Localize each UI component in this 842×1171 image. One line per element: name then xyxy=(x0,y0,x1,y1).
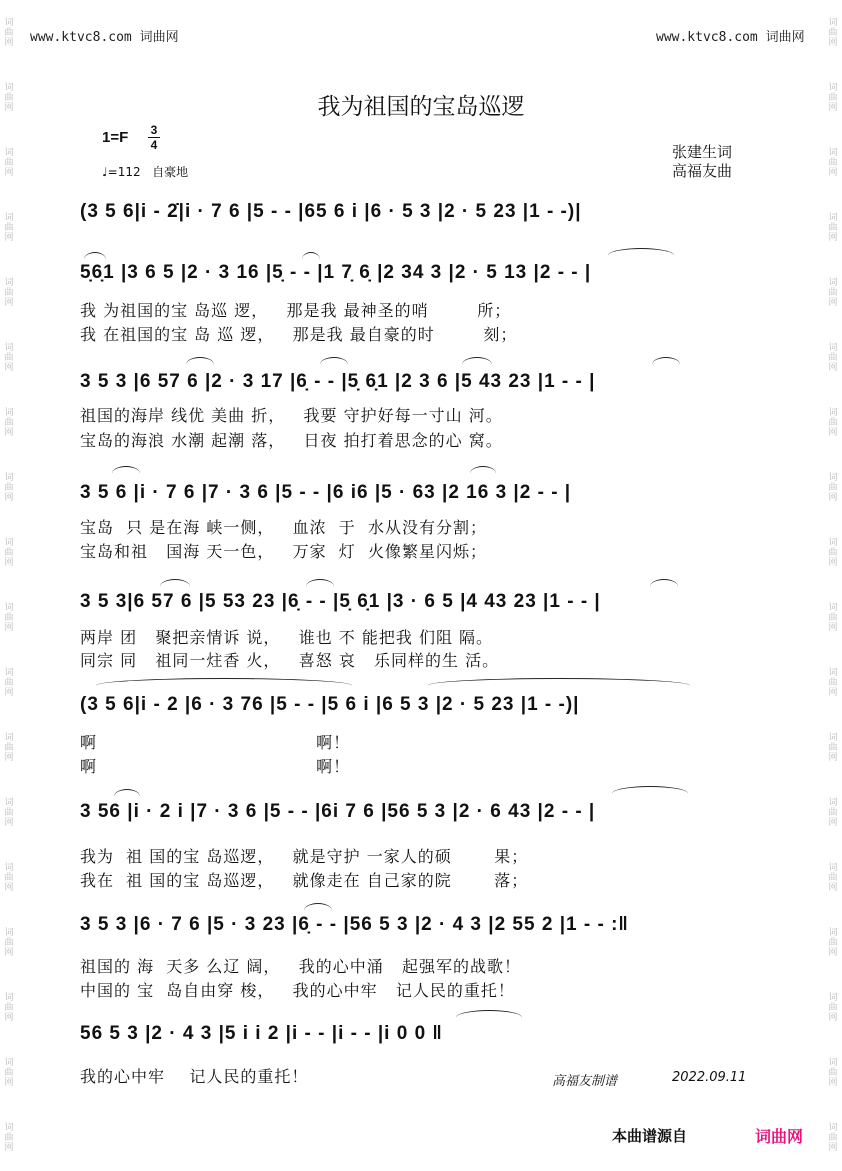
watermark-char: 词 xyxy=(4,537,14,548)
watermark-char: 词 xyxy=(4,1058,14,1069)
watermark-char: 词 xyxy=(828,1058,838,1069)
notation-line-6: (3 5 6|i - 2 |6 · 3 76 |5 - - |5 6 i |6 5 3 |2 · 5 23 |1 - -)| xyxy=(80,694,580,715)
watermark-char: 词 xyxy=(828,147,838,158)
watermark-char: 曲 xyxy=(4,612,14,623)
watermark-char: 曲 xyxy=(828,677,838,688)
watermark-char: 曲 xyxy=(4,743,14,754)
watermark-group xyxy=(828,928,837,958)
watermark-char: 曲 xyxy=(4,157,14,168)
watermark-char: 曲 xyxy=(4,808,14,819)
watermark-char: 词 xyxy=(4,798,14,809)
notation-line-3: 3 5 3 |6 57 6 |2 · 3 17 |6̣ - - |5̣ 6̣1 |2 3 6 |5 43 23 |1 - - | xyxy=(80,371,596,392)
watermark-char: 词 xyxy=(828,537,838,548)
watermark-char: 网 xyxy=(4,492,14,503)
watermark-char: 词 xyxy=(828,407,838,418)
watermark-group xyxy=(4,928,13,958)
watermark-char: 网 xyxy=(4,753,14,764)
watermark-char: 曲 xyxy=(828,27,838,38)
watermark-char: 曲 xyxy=(828,873,838,884)
key-signature: 1=F xyxy=(102,129,129,146)
watermark-char: 网 xyxy=(828,818,838,829)
watermark-char: 词 xyxy=(4,733,14,744)
watermark-char: 网 xyxy=(828,1078,838,1089)
watermark-char: 词 xyxy=(4,993,14,1004)
watermark-char: 曲 xyxy=(828,352,838,363)
watermark-right xyxy=(826,0,840,1171)
watermark-char: 词 xyxy=(4,82,14,93)
watermark-left xyxy=(2,0,16,1171)
watermark-group xyxy=(828,473,837,503)
watermark-char: 曲 xyxy=(828,482,838,493)
time-bottom: 4 xyxy=(150,138,158,152)
watermark-char: 曲 xyxy=(4,417,14,428)
watermark-char: 网 xyxy=(4,1143,14,1154)
watermark-group xyxy=(828,18,837,48)
watermark-char: 网 xyxy=(4,883,14,894)
watermark-group xyxy=(4,993,13,1023)
lyric-line-4b: 宝岛和祖 国海 天一色， 万家 灯 火像繁星闪烁； xyxy=(80,542,487,561)
watermark-group xyxy=(4,213,13,243)
watermark-group xyxy=(828,1123,837,1153)
watermark-group xyxy=(828,408,837,438)
watermark-group xyxy=(4,538,13,568)
watermark-char: 词 xyxy=(828,342,838,353)
watermark-group xyxy=(828,798,837,828)
watermark-char: 网 xyxy=(828,102,838,113)
watermark-char: 网 xyxy=(828,753,838,764)
watermark-group xyxy=(4,343,13,373)
lyric-line-6a: 啊 啊！ xyxy=(80,733,351,752)
watermark-char: 网 xyxy=(4,557,14,568)
watermark-char: 词 xyxy=(828,733,838,744)
lyric-line-4a: 宝岛 只 是在海 峡一侧， 血浓 于 水从没有分割； xyxy=(80,518,487,537)
watermark-group xyxy=(828,863,837,893)
watermark-char: 曲 xyxy=(828,808,838,819)
time-top: 3 xyxy=(150,123,158,137)
watermark-group xyxy=(828,993,837,1023)
watermark-group xyxy=(828,538,837,568)
watermark-group xyxy=(4,18,13,48)
watermark-char: 词 xyxy=(828,17,838,28)
watermark-char: 网 xyxy=(828,167,838,178)
watermark-char: 网 xyxy=(4,167,14,178)
watermark-char: 词 xyxy=(4,602,14,613)
watermark-char: 网 xyxy=(828,687,838,698)
lyricist-credit: 张建生词 xyxy=(672,143,733,161)
brand-link[interactable]: 词曲网 xyxy=(755,1127,804,1146)
watermark-char: 词 xyxy=(828,928,838,939)
lyric-line-7b: 我在 祖 国的宝 岛巡逻， 就像走在 自己家的院 落； xyxy=(80,871,529,890)
watermark-char: 曲 xyxy=(828,938,838,949)
watermark-group xyxy=(828,213,837,243)
watermark-char: 网 xyxy=(4,818,14,829)
watermark-group xyxy=(4,603,13,633)
watermark-char: 词 xyxy=(828,82,838,93)
watermark-char: 网 xyxy=(4,362,14,373)
watermark-char: 网 xyxy=(828,37,838,48)
song-title: 我为祖国的宝岛巡逻 xyxy=(317,94,525,120)
watermark-char: 曲 xyxy=(4,547,14,558)
watermark-char: 网 xyxy=(4,297,14,308)
lyric-line-3a: 祖国的海岸 线优 美曲 折， 我要 守护好每一寸山 河。 xyxy=(80,406,503,425)
notation-line-1: (3 5 6|i - 2̇|i · 7 6 |5 - - |65 6 i |6 · 5 3 |2 · 5 23 |1 - -)| xyxy=(80,201,582,222)
watermark-char: 曲 xyxy=(4,352,14,363)
watermark-char: 网 xyxy=(828,427,838,438)
watermark-char: 网 xyxy=(828,1013,838,1024)
watermark-group xyxy=(4,473,13,503)
watermark-char: 曲 xyxy=(4,287,14,298)
arranger-credit: 高福友制谱 xyxy=(552,1074,618,1089)
watermark-char: 词 xyxy=(828,472,838,483)
watermark-char: 词 xyxy=(828,667,838,678)
site-url-right[interactable]: www.ktvc8.com 词曲网 xyxy=(656,30,805,45)
lyric-line-8b: 中国的 宝 岛自由穿 梭， 我的心中牢 记人民的重托！ xyxy=(80,981,515,1000)
watermark-char: 词 xyxy=(4,863,14,874)
watermark-group xyxy=(828,733,837,763)
watermark-group xyxy=(828,668,837,698)
watermark-char: 网 xyxy=(828,948,838,959)
watermark-char: 词 xyxy=(828,1123,838,1134)
watermark-char: 网 xyxy=(4,232,14,243)
watermark-group xyxy=(828,148,837,178)
lyric-line-2b: 我 在祖国的宝 岛 巡 逻， 那是我 最自豪的时 刻； xyxy=(80,325,518,344)
watermark-char: 词 xyxy=(4,928,14,939)
arrangement-date: 2022.09.11 xyxy=(672,1070,747,1085)
watermark-char: 网 xyxy=(828,557,838,568)
watermark-char: 网 xyxy=(4,1013,14,1024)
watermark-group xyxy=(4,408,13,438)
tempo-marking: ♩=112 自豪地 xyxy=(102,165,189,179)
watermark-char: 网 xyxy=(828,883,838,894)
watermark-char: 词 xyxy=(828,993,838,1004)
watermark-char: 词 xyxy=(4,212,14,223)
lyric-line-8a: 祖国的 海 天多 么辽 阔， 我的心中涌 起强军的战歌！ xyxy=(80,957,521,976)
watermark-group xyxy=(4,1123,13,1153)
notation-line-2: 5̣6̣1 |3 6 5 |2 · 3 16 |5̣ - - |1 7̣ 6̣ |2 34 3 |2 · 5 13 |2 - - | xyxy=(80,262,592,283)
watermark-char: 曲 xyxy=(828,547,838,558)
watermark-char: 词 xyxy=(828,277,838,288)
watermark-char: 曲 xyxy=(828,157,838,168)
watermark-char: 词 xyxy=(4,277,14,288)
notation-line-9: 56 5 3 |2 · 4 3 |5 i i 2 |i - - |i - - |i 0 0 ‖ xyxy=(80,1023,443,1044)
watermark-char: 曲 xyxy=(4,92,14,103)
watermark-char: 曲 xyxy=(828,417,838,428)
watermark-char: 网 xyxy=(828,1143,838,1154)
notation-line-8: 3 5 3 |6 · 7 6 |5 · 3 23 |6̣ - - |56 5 3 |2 · 4 3 |2 55 2 |1 - - :‖ xyxy=(80,914,629,935)
watermark-char: 网 xyxy=(828,232,838,243)
watermark-group xyxy=(4,733,13,763)
lyric-line-2a: 我 为祖国的宝 岛巡 逻， 那是我 最神圣的哨 所； xyxy=(80,301,512,320)
watermark-char: 曲 xyxy=(828,1003,838,1014)
watermark-char: 曲 xyxy=(828,743,838,754)
watermark-char: 网 xyxy=(828,622,838,633)
watermark-group xyxy=(4,668,13,698)
watermark-char: 网 xyxy=(4,427,14,438)
watermark-char: 网 xyxy=(4,37,14,48)
watermark-char: 曲 xyxy=(828,287,838,298)
watermark-char: 曲 xyxy=(828,1068,838,1079)
watermark-char: 曲 xyxy=(4,1133,14,1144)
watermark-char: 词 xyxy=(4,17,14,28)
watermark-char: 曲 xyxy=(4,27,14,38)
notation-line-4: 3 5 6 |i · 7 6 |7 · 3 6 |5 - - |6 i6 |5 · 63 |2 16 3 |2 - - | xyxy=(80,482,572,503)
watermark-group xyxy=(828,278,837,308)
watermark-char: 网 xyxy=(828,492,838,503)
lyric-line-7a: 我为 祖 国的宝 岛巡逻， 就是守护 一家人的硕 果； xyxy=(80,847,529,866)
watermark-char: 曲 xyxy=(4,1003,14,1014)
site-url-left[interactable]: www.ktvc8.com 词曲网 xyxy=(30,30,179,45)
watermark-char: 词 xyxy=(828,602,838,613)
watermark-group xyxy=(4,148,13,178)
watermark-char: 词 xyxy=(828,863,838,874)
notation-line-7: 3 56 |i · 2 i |7 · 3 6 |5 - - |6i 7 6 |56 5 3 |2 · 6 43 |2 - - | xyxy=(80,801,596,822)
lyric-line-5a: 两岸 团 聚把亲情诉 说， 谁也 不 能把我 们阻 隔。 xyxy=(80,628,494,647)
watermark-char: 网 xyxy=(828,362,838,373)
watermark-char: 曲 xyxy=(828,92,838,103)
watermark-char: 词 xyxy=(4,407,14,418)
watermark-char: 词 xyxy=(828,212,838,223)
lyric-line-5b: 同宗 同 祖同一炷香 火， 喜怒 哀 乐同样的生 活。 xyxy=(80,651,500,670)
watermark-group xyxy=(828,603,837,633)
watermark-char: 词 xyxy=(4,147,14,158)
composer-credit: 高福友曲 xyxy=(672,162,733,180)
watermark-char: 曲 xyxy=(4,938,14,949)
watermark-char: 词 xyxy=(4,342,14,353)
watermark-group xyxy=(4,863,13,893)
watermark-char: 词 xyxy=(4,1123,14,1134)
watermark-char: 网 xyxy=(4,1078,14,1089)
watermark-group xyxy=(4,798,13,828)
watermark-char: 网 xyxy=(4,948,14,959)
lyric-line-9: 我的心中牢 记人民的重托！ xyxy=(80,1067,309,1086)
watermark-group xyxy=(828,1058,837,1088)
time-signature xyxy=(148,124,160,151)
watermark-char: 曲 xyxy=(828,1133,838,1144)
notation-line-5: 3 5 3|6 57 6 |5 53 23 |6̣ - - |5̣ 6̣1 |3 · 6 5 |4 43 23 |1 - - | xyxy=(80,591,601,612)
watermark-char: 曲 xyxy=(4,677,14,688)
watermark-char: 词 xyxy=(828,798,838,809)
watermark-char: 曲 xyxy=(828,612,838,623)
watermark-group xyxy=(828,343,837,373)
lyric-line-6b: 啊 啊！ xyxy=(80,757,351,776)
watermark-char: 词 xyxy=(4,472,14,483)
watermark-char: 曲 xyxy=(4,222,14,233)
watermark-char: 网 xyxy=(828,297,838,308)
watermark-char: 曲 xyxy=(4,482,14,493)
watermark-char: 网 xyxy=(4,622,14,633)
watermark-char: 曲 xyxy=(828,222,838,233)
watermark-group xyxy=(4,278,13,308)
watermark-group xyxy=(4,1058,13,1088)
watermark-char: 网 xyxy=(4,102,14,113)
watermark-char: 曲 xyxy=(4,873,14,884)
lyric-line-3b: 宝岛的海浪 水潮 起潮 落， 日夜 拍打着思念的心 窝。 xyxy=(80,431,503,450)
watermark-char: 曲 xyxy=(4,1068,14,1079)
source-label: 本曲谱源自 xyxy=(612,1127,688,1145)
watermark-char: 网 xyxy=(4,687,14,698)
watermark-char: 词 xyxy=(4,667,14,678)
